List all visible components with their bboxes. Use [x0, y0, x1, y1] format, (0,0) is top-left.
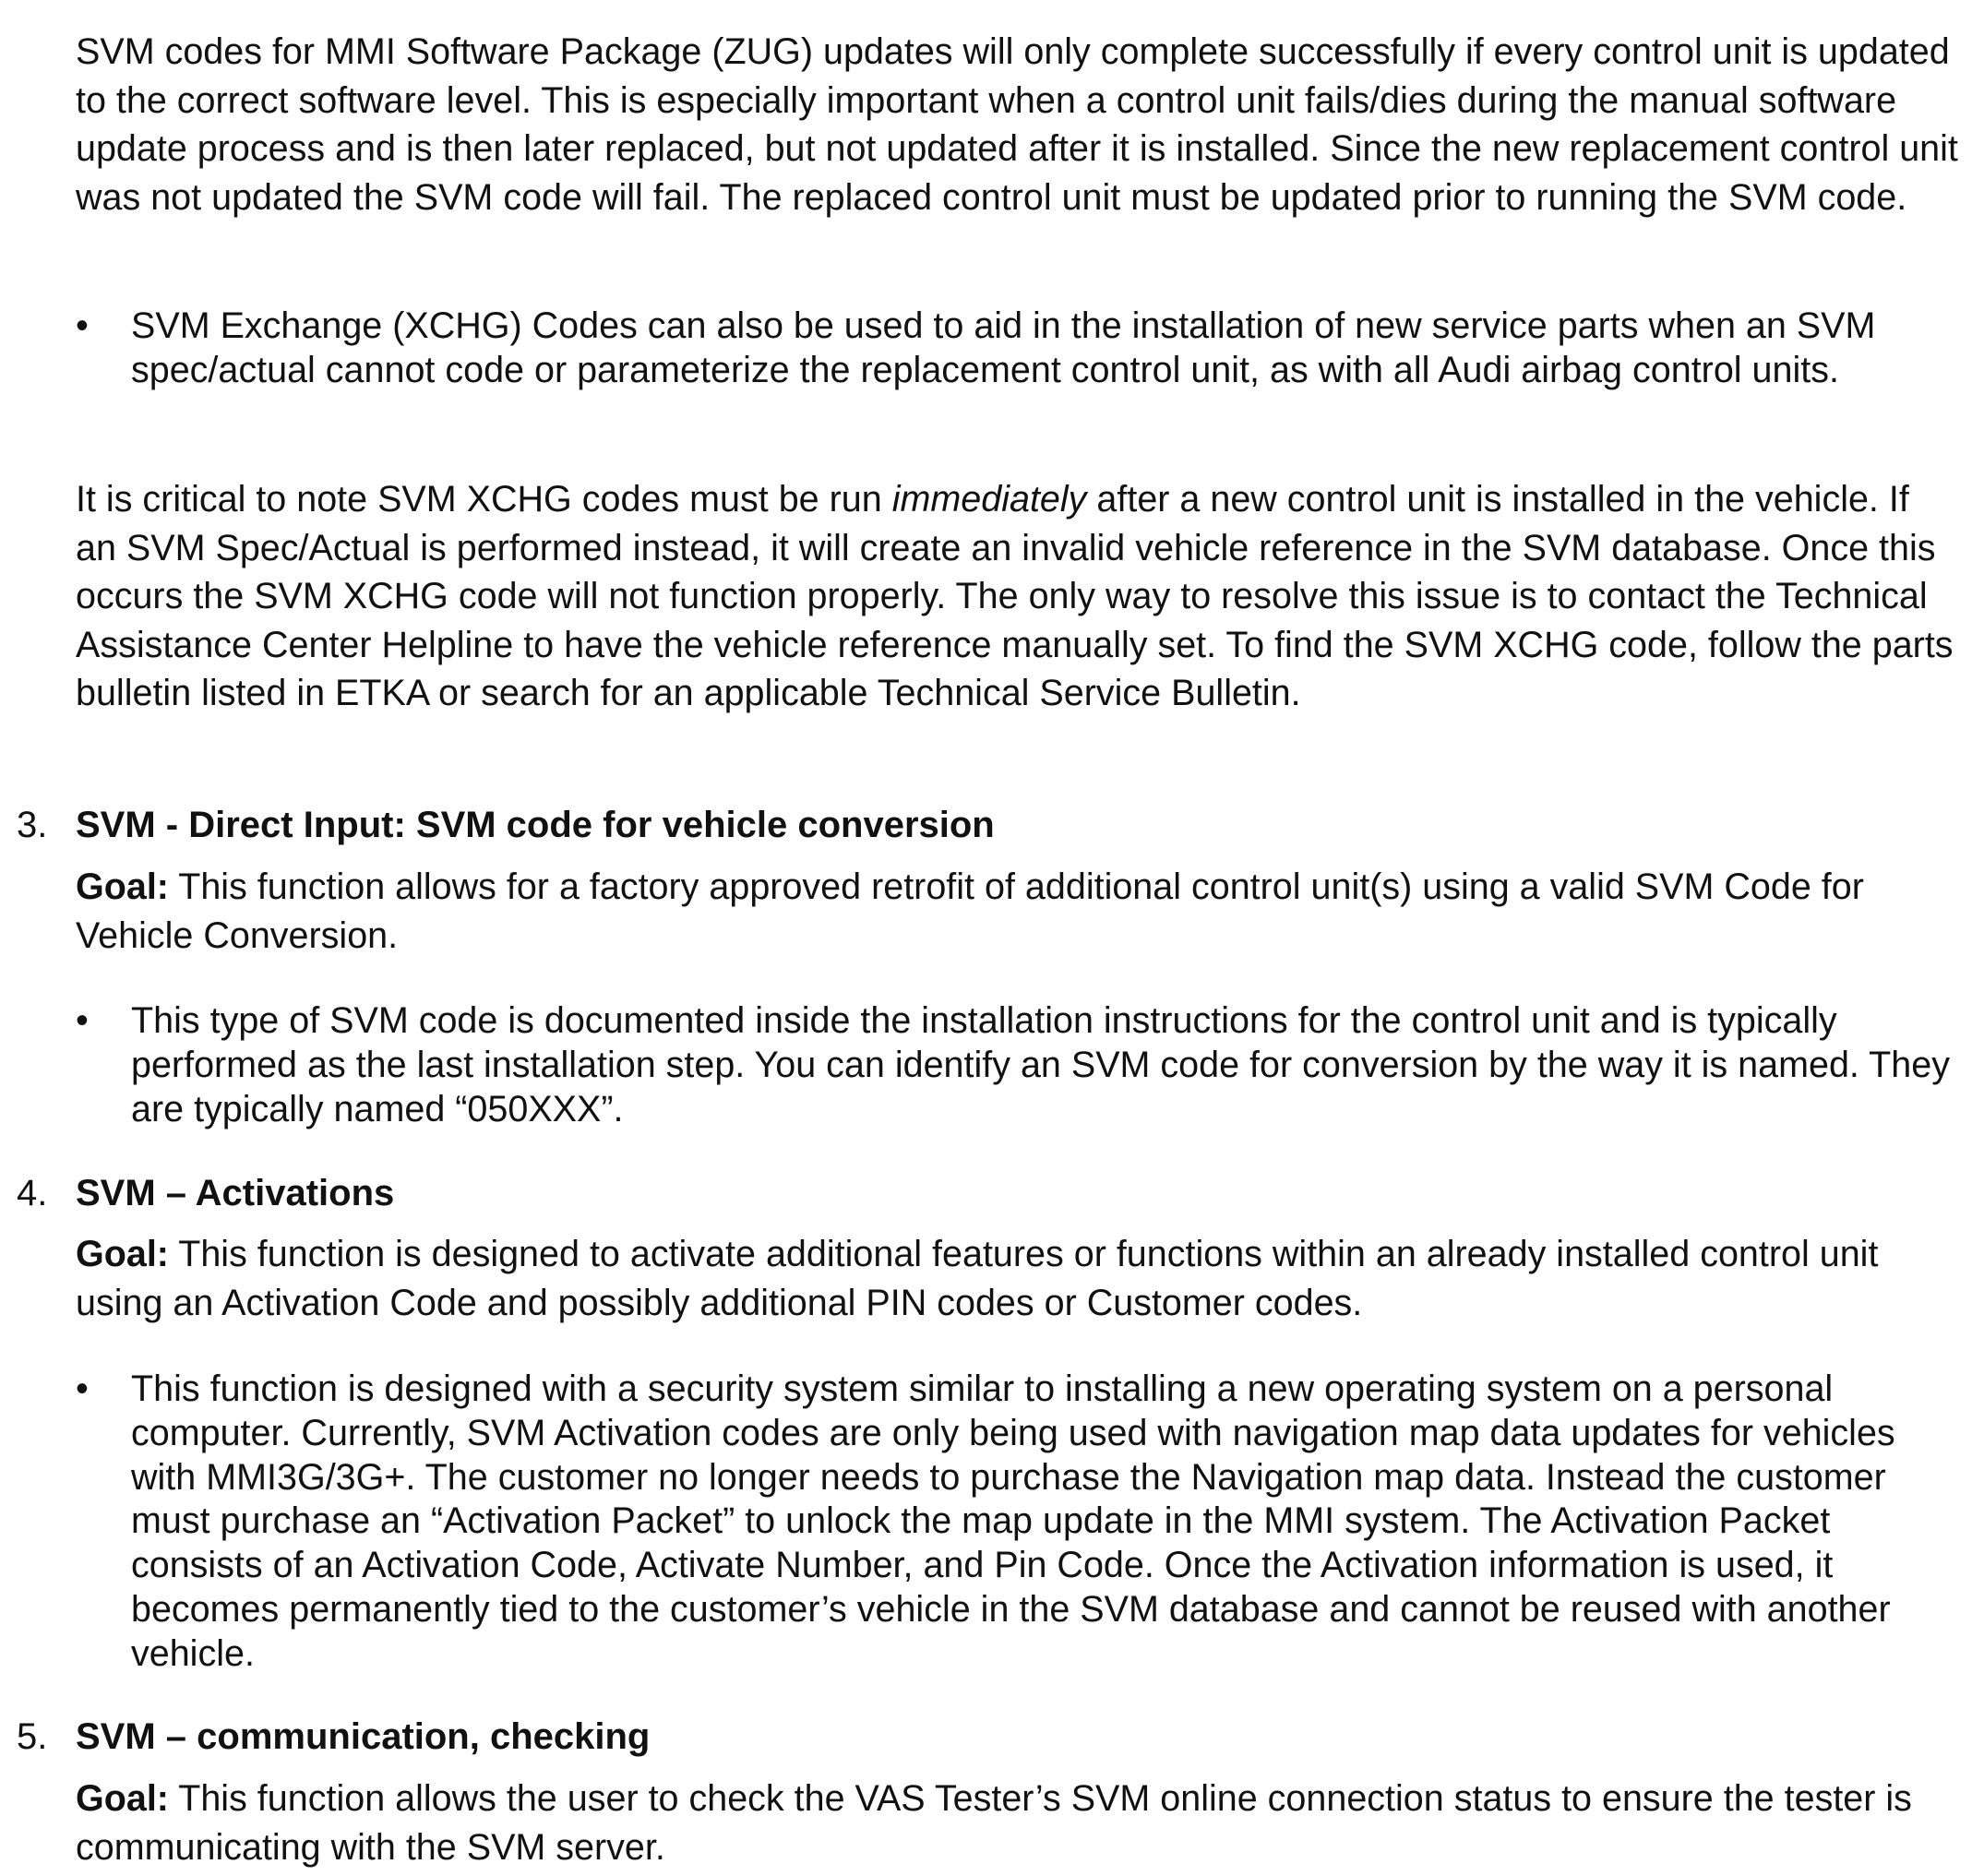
section-3-bullet-item [76, 999, 1958, 1138]
intro-paragraph-text: SVM codes for MMI Software Package (ZUG) updates will only complete successfully if every control unit is updated to the correct software level. This is especially important when a control unit fails/dies during the manual software update process and is then later replaced, but not updated after it is installed. Since the new replacement control unit was not updated the SVM code will fail. The replaced control unit must be updated prior to running the SVM code. [76, 31, 1958, 218]
section-number: 4. [17, 1173, 48, 1213]
critical-text-after: after a new control unit is installed in the vehicle. If an SVM Spec/Actual is performed instead, it will create an invalid vehicle reference in the SVM database. Once this occurs the SVM XCHG code will not function properly. The only way to resolve this issue is to contact the Technical Assistance Center Helpline to have the vehicle reference manually set. To find the SVM XCHG code, follow the parts bulletin listed in ETKA or search for an applicable Technical Service Bulletin. [76, 479, 1954, 713]
section-4-goal [76, 1230, 1958, 1327]
critical-paragraph [76, 475, 1958, 718]
goal-label: Goal: [76, 1234, 169, 1274]
bullet-marker: • [76, 1368, 89, 1409]
section-4-bullet-item [76, 1368, 1958, 1681]
section-3-goal [76, 863, 1958, 960]
bullet-marker: • [76, 305, 89, 346]
section-title: SVM – communication, checking [76, 1716, 651, 1757]
xchg-bullet-text: SVM Exchange (XCHG) Codes can also be used to aid in the installation of new service parts when an SVM spec/actual cannot code or parameterize the replacement control unit, as with all Audi airbag control units. [131, 305, 1876, 390]
goal-label: Goal: [76, 866, 169, 907]
goal-text: This function is designed to activate additional features or functions within an already installed control unit using an Activation Code and possibly additional PIN codes or Customer codes. [76, 1234, 1879, 1323]
critical-text-before: It is critical to note SVM XCHG codes must be run [76, 479, 892, 520]
section-number: 3. [17, 805, 48, 845]
goal-label: Goal: [76, 1778, 169, 1819]
intro-paragraph [76, 28, 1958, 221]
section-3-heading [17, 801, 1954, 853]
section-number: 5. [17, 1716, 48, 1757]
section-title: SVM – Activations [76, 1173, 395, 1213]
section-5-heading [17, 1713, 1954, 1764]
xchg-bullet-item [76, 305, 1958, 443]
section-4-bullet-text: This function is designed with a security system similar to installing a new operating system on a personal computer. Currently, SVM Activation codes are only being used with navigation map data updates for vehicles with MMI3G/3G+. The customer no longer needs to purchase the Navigation map data. Instead the customer must purchase an “Activation Packet” to unlock the map update in the MMI system. The Activation Packet consists of an Activation Code, Activate Number, and Pin Code. Once the Activation information is used, it becomes permanently tied to the customer’s vehicle in the SVM database and cannot be reused with another vehicle. [131, 1368, 1895, 1674]
goal-text: This function allows for a factory approved retrofit of additional control unit(s) using a valid SVM Code for Vehicle Conversion. [76, 866, 1864, 956]
critical-text-emphasis: immediately [891, 479, 1087, 520]
section-3-bullet-text: This type of SVM code is documented inside the installation instructions for the control unit and is typically performed as the last installation step. You can identify an SVM code for conversion by the way it is named. They are typically named “050XXX”. [131, 1000, 1950, 1129]
bullet-marker: • [76, 1000, 89, 1041]
section-5-goal [76, 1774, 1958, 1871]
goal-text: This function allows the user to check the VAS Tester’s SVM online connection status to ensure the tester is communicating with the SVM server. [76, 1778, 1912, 1868]
section-title: SVM - Direct Input: SVM code for vehicle conversion [76, 805, 995, 845]
section-4-heading [17, 1169, 1954, 1221]
